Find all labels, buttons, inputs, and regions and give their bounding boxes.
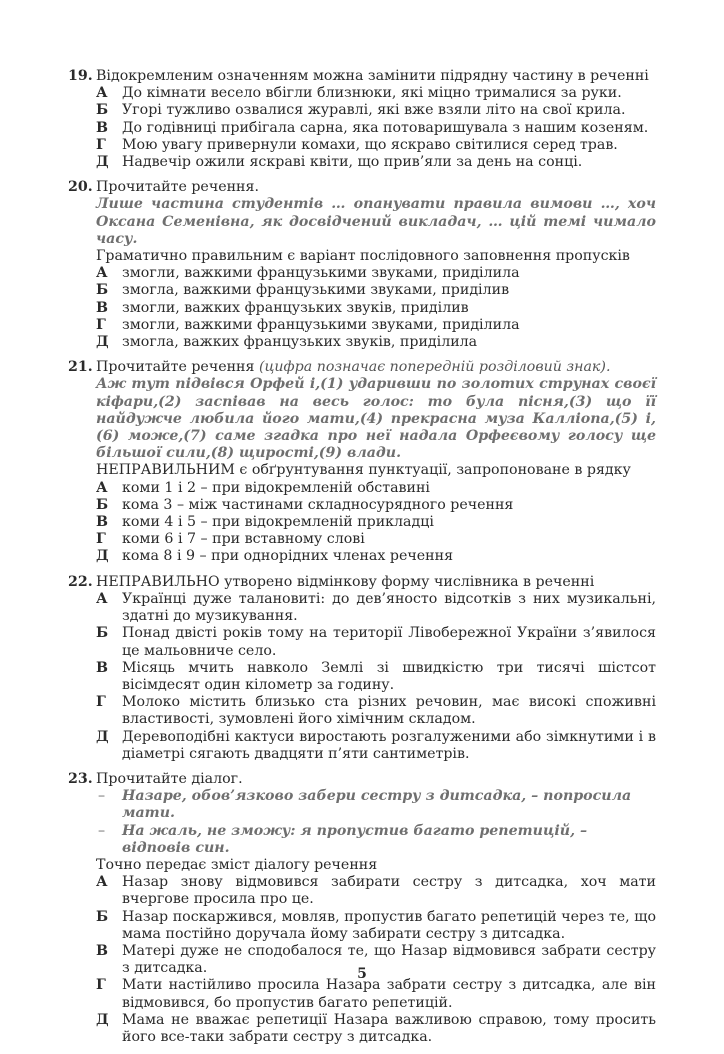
option-g[interactable] <box>96 317 656 334</box>
question-number: 23. <box>68 770 93 787</box>
prompt-note: (цифра позначає попередній розділовий знак). <box>258 359 611 376</box>
option-b[interactable] <box>96 497 656 514</box>
option-g[interactable] <box>96 137 656 154</box>
option-text: Молоко містить близько ста різних речовин, має високі споживні властивості, зумовлені його хімічним складом. <box>122 694 656 728</box>
option-letter: Б <box>96 625 109 642</box>
question-20 <box>68 179 656 351</box>
option-letter: В <box>96 942 108 959</box>
option-text: Матері дуже не сподобалося те, що Назар відмовився забрати сестру з дитсадка. <box>122 942 656 977</box>
option-a[interactable] <box>96 265 656 282</box>
question-number: 21. <box>68 359 93 376</box>
option-letter: В <box>96 299 108 316</box>
option-d[interactable] <box>96 729 656 763</box>
answer-options <box>96 265 656 351</box>
option-letter: Б <box>96 102 109 119</box>
dialogue-dash: – <box>98 788 106 805</box>
option-text: Угорі тужливо озвалися журавлі, які вже взяли літо на свої крила. <box>122 102 626 119</box>
option-letter: Г <box>96 531 106 548</box>
option-b[interactable] <box>96 282 656 299</box>
answer-options <box>96 85 656 171</box>
question-prompt-line <box>96 359 656 376</box>
option-b[interactable] <box>96 625 656 659</box>
dialogue-dash: – <box>98 822 106 839</box>
option-d[interactable] <box>96 334 656 351</box>
option-text: Мама не вважає репетиції Назара важливою справою, тому просить його все-таки забрати сестру з дитсадка. <box>122 1011 656 1045</box>
option-text: коми 4 і 5 – при відокремленій прикладці <box>122 514 434 531</box>
option-text: змогла, важких французьких звуків, приділила <box>122 334 478 351</box>
option-letter: Б <box>96 908 109 925</box>
option-text: кома 3 – між частинами складносурядного речення <box>122 496 514 513</box>
question-21 <box>68 359 656 565</box>
option-text: Назар знову відмовився забирати сестру з дитсадка, хоч мати вчергове просила про це. <box>122 874 656 908</box>
question-22 <box>68 574 656 763</box>
option-text: До кімнати весело вбігли близнюки, які міцно трималися за руки. <box>122 85 622 102</box>
option-letter: А <box>96 590 108 607</box>
option-letter: Г <box>96 977 106 994</box>
option-letter: В <box>96 119 108 136</box>
option-v[interactable] <box>96 120 656 137</box>
option-letter: Б <box>96 496 109 513</box>
option-v[interactable] <box>96 660 656 694</box>
option-a[interactable] <box>96 480 656 497</box>
option-a[interactable] <box>96 85 656 102</box>
question-number: 22. <box>68 573 93 590</box>
question-prompt: Прочитайте речення <box>96 359 255 376</box>
question-19 <box>68 68 656 171</box>
option-text: коми 6 і 7 – при вставному слові <box>122 531 365 548</box>
question-prompt: Прочитайте речення. <box>96 179 259 196</box>
option-v[interactable] <box>96 514 656 531</box>
option-text: Назар поскаржився, мовляв, пропустив багато репетицій через те, що мама постійно доручала йому забирати сестру з дитсадка. <box>122 908 656 942</box>
dialogue-text: На жаль, не зможу: я пропустив багато репетицій, – відповів син. <box>122 822 588 856</box>
option-letter: Г <box>96 136 106 153</box>
answer-options <box>96 874 656 1046</box>
question-23 <box>68 771 656 1046</box>
option-g[interactable] <box>96 694 656 728</box>
option-letter: Д <box>96 154 109 171</box>
option-d[interactable] <box>96 154 656 171</box>
option-letter: Д <box>96 548 109 565</box>
option-text: Мати настійливо просила Назара забрати сестру з дитсадка, але він відмовився, бо пропустив багато репетицій. <box>122 977 656 1011</box>
option-letter: В <box>96 514 108 531</box>
dialogue-text: Назаре, обов’язково забери сестру з дитсадка, – попросила мати. <box>122 788 632 822</box>
option-letter: А <box>96 874 108 891</box>
option-d[interactable] <box>96 1012 656 1046</box>
dialogue-line-2 <box>96 823 656 857</box>
excerpt-text: Аж тут підвівся Орфей і,(1) ударивши по золотих струнах своєї кіфари,(2) заспівав на весь голос: то була пісня,(3) що її найдужче любила його мати,(4) прекрасна муза Калліопа,(5) і,(6) може,(7) саме згадка про неї надала Орфеєвому голосу ще більшої сили,(8) щирості,(9) влади. <box>96 376 656 462</box>
option-text: Понад двісті років тому на території Лівобережної України з’явилося це мальовниче село. <box>122 625 656 659</box>
option-letter: Д <box>96 1011 109 1028</box>
question-task: Граматично правильним є варіант послідовного заповнення пропусків <box>96 248 630 265</box>
option-letter: В <box>96 659 108 676</box>
option-text: Надвечір ожили яскраві квіти, що прив’яли за день на сонці. <box>122 154 583 171</box>
option-letter: А <box>96 85 108 102</box>
option-v[interactable] <box>96 300 656 317</box>
option-letter: Б <box>96 282 109 299</box>
option-letter: Г <box>96 316 106 333</box>
option-g[interactable] <box>96 531 656 548</box>
page-number: 5 <box>357 966 367 982</box>
question-prompt: Прочитайте діалог. <box>96 770 243 787</box>
option-text: змогли, важкими французькими звуками, приділила <box>122 265 520 282</box>
option-text: змогла, важкими французькими звуками, приділив <box>122 282 510 299</box>
excerpt-text: Лише частина студентів … опанувати правила вимови …, хоч Оксана Семенівна, як досвідчений викладач, … цій темі чимало часу. <box>96 196 656 247</box>
option-a[interactable] <box>96 591 656 625</box>
test-page <box>68 68 656 1054</box>
question-number: 19. <box>68 68 93 84</box>
option-text: Мою увагу привернули комахи, що яскраво світилися серед трав. <box>122 136 618 153</box>
option-text: До годівниці прибігала сарна, яка потоваришувала з нашим козеням. <box>122 119 649 136</box>
option-text: змогли, важкими французькими звуками, приділила <box>122 316 520 333</box>
option-text: змогли, важких французьких звуків, приділив <box>122 299 469 316</box>
option-letter: Д <box>96 728 109 745</box>
option-letter: Г <box>96 694 106 711</box>
option-text: коми 1 і 2 – при відокремленій обставині <box>122 479 430 496</box>
question-prompt: НЕПРАВИЛЬНО утворено відмінкову форму числівника в реченні <box>96 573 595 590</box>
dialogue-line-1 <box>96 788 656 822</box>
option-g[interactable] <box>96 977 656 1011</box>
option-d[interactable] <box>96 548 656 565</box>
question-task: НЕПРАВИЛЬНИМ є обґрунтування пунктуації, запропоноване в рядку <box>96 462 631 479</box>
option-letter: Д <box>96 334 109 351</box>
question-prompt: Відокремленим означенням можна замінити підрядну частину в реченні <box>96 68 649 84</box>
option-b[interactable] <box>96 909 656 943</box>
option-text: кома 8 і 9 – при однорідних членах речення <box>122 548 454 565</box>
answer-options <box>96 591 656 763</box>
option-a[interactable] <box>96 874 656 908</box>
question-number: 20. <box>68 179 93 196</box>
option-letter: А <box>96 479 108 496</box>
option-text: Деревоподібні кактуси виростають розгалуженими або зімкнутими і в діаметрі сягають двадцяти п’яти сантиметрів. <box>122 728 656 762</box>
answer-options <box>96 480 656 566</box>
option-text: Українці дуже талановиті: до дев’яносто відсотків з них музикальні, здатні до музикування. <box>122 590 656 625</box>
option-b[interactable] <box>96 102 656 119</box>
question-task: Точно передає зміст діалогу речення <box>96 856 378 873</box>
option-text: Місяць мчить навколо Землі зі швидкістю три тисячі шістсот вісімдесят один кілометр за годину. <box>122 659 656 693</box>
option-letter: А <box>96 265 108 282</box>
